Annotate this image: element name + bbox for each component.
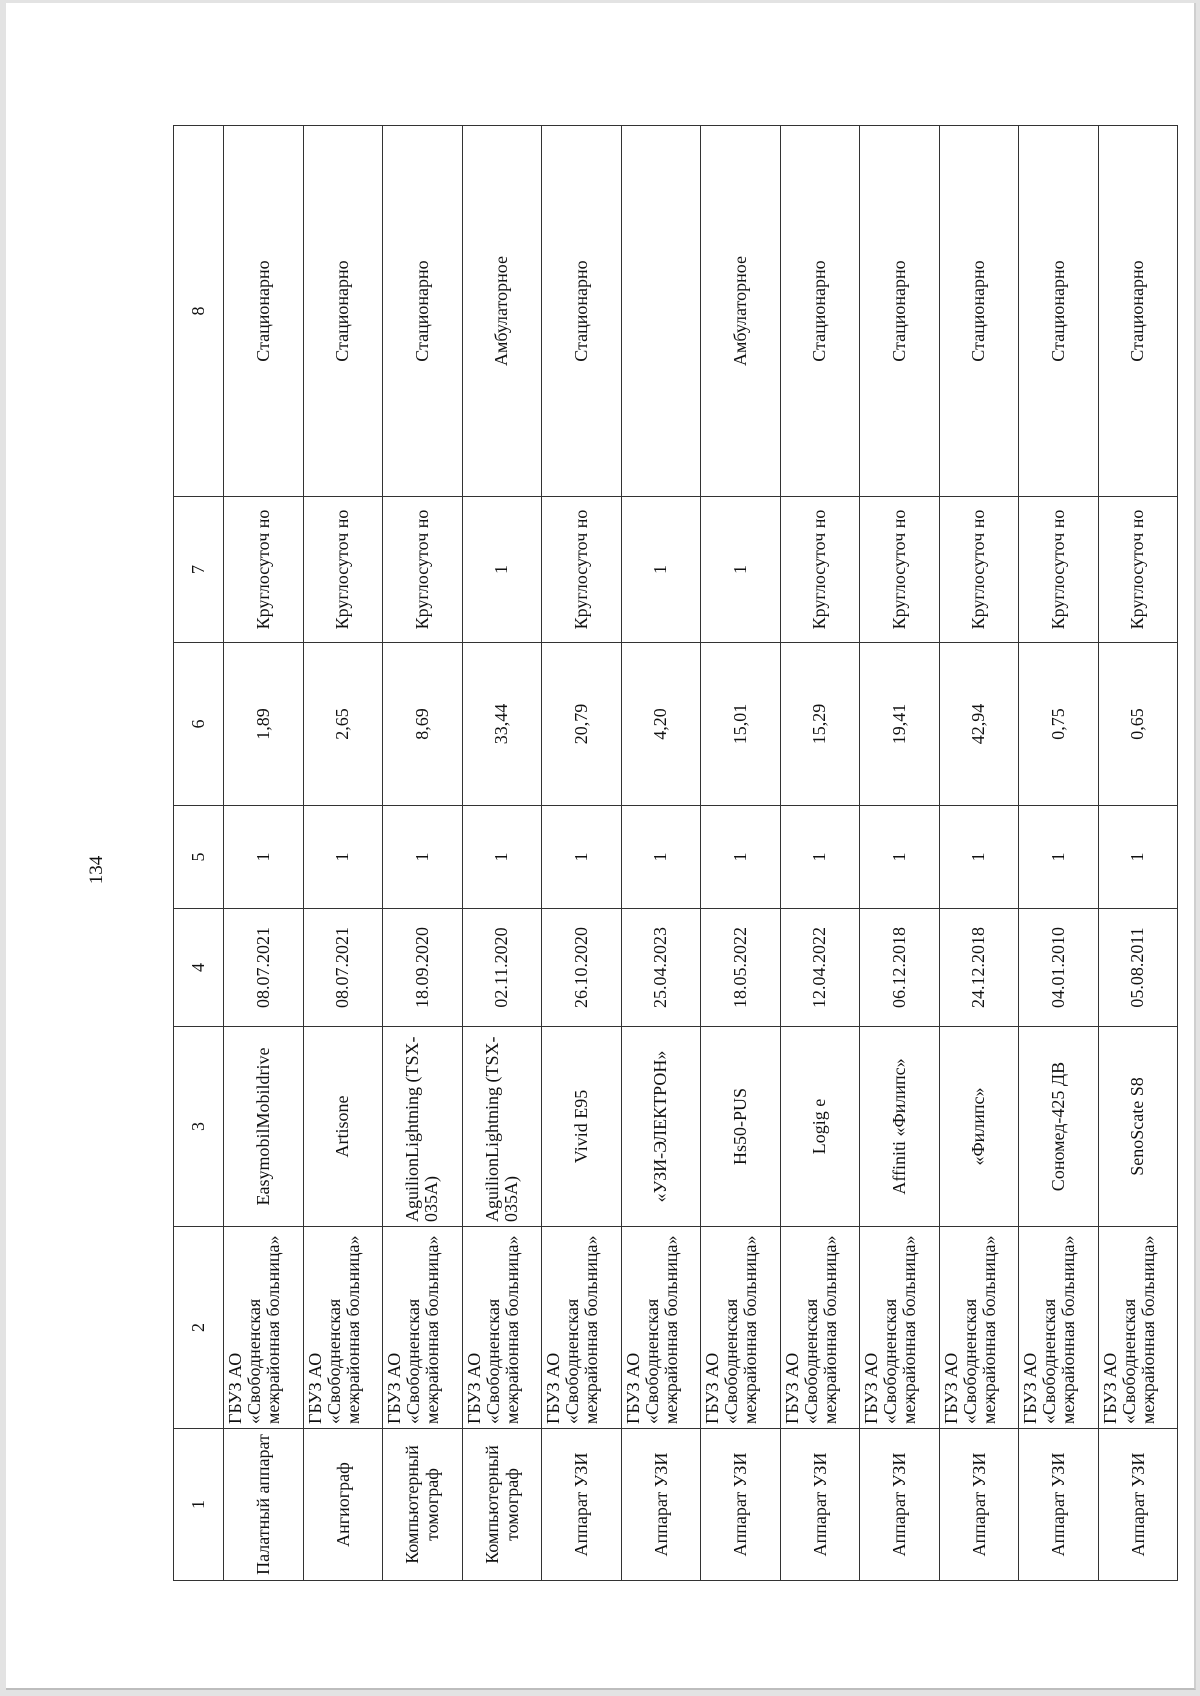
value-cell: 0,65 — [1098, 643, 1178, 806]
value-cell: 19,41 — [860, 643, 940, 806]
header-cell: 4 — [174, 909, 224, 1027]
table-row — [462, 126, 542, 1581]
table-row — [1098, 126, 1178, 1581]
value-cell: 33,44 — [462, 643, 542, 806]
institution-cell: ГБУЗ АО «Свободненская межрайонная больница» — [939, 1227, 1019, 1429]
count-cell: 1 — [621, 806, 701, 909]
header-cell: 8 — [174, 126, 224, 497]
header-row — [174, 126, 224, 1581]
type-cell: Стационарно — [1019, 126, 1099, 497]
mode-cell: Круглосуточ но — [780, 497, 860, 643]
type-cell: Стационарно — [860, 126, 940, 497]
table-body — [224, 126, 1178, 1581]
mode-cell: Круглосуточ но — [860, 497, 940, 643]
date-cell: 02.11.2020 — [462, 909, 542, 1027]
date-cell: 12.04.2022 — [780, 909, 860, 1027]
type-cell: Стационарно — [303, 126, 383, 497]
table-row — [701, 126, 781, 1581]
equipment-table — [173, 125, 1178, 1581]
equipment-cell: Аппарат УЗИ — [701, 1429, 781, 1581]
type-cell: Амбулаторное — [462, 126, 542, 497]
header-cell: 2 — [174, 1227, 224, 1429]
header-cell: 3 — [174, 1027, 224, 1227]
equipment-cell: Палатный аппарат — [224, 1429, 304, 1581]
equipment-cell: Аппарат УЗИ — [621, 1429, 701, 1581]
institution-cell: ГБУЗ АО «Свободненская межрайонная больница» — [860, 1227, 940, 1429]
value-cell: 42,94 — [939, 643, 1019, 806]
date-cell: 06.12.2018 — [860, 909, 940, 1027]
count-cell: 1 — [1019, 806, 1099, 909]
institution-cell: ГБУЗ АО «Свободненская межрайонная больница» — [701, 1227, 781, 1429]
count-cell: 1 — [939, 806, 1019, 909]
table-row — [383, 126, 463, 1581]
type-cell: Стационарно — [1098, 126, 1178, 497]
equipment-cell: Аппарат УЗИ — [1098, 1429, 1178, 1581]
equipment-cell: Аппарат УЗИ — [1019, 1429, 1099, 1581]
table-header — [174, 126, 224, 1581]
table-row — [621, 126, 701, 1581]
equipment-cell: Компьютерный томограф — [462, 1429, 542, 1581]
type-cell: Амбулаторное — [701, 126, 781, 497]
mode-cell: Круглосуточ но — [939, 497, 1019, 643]
count-cell: 1 — [383, 806, 463, 909]
value-cell: 8,69 — [383, 643, 463, 806]
header-cell: 6 — [174, 643, 224, 806]
institution-cell: ГБУЗ АО «Свободненская межрайонная больница» — [383, 1227, 463, 1429]
model-cell: Artisone — [303, 1027, 383, 1227]
value-cell: 15,29 — [780, 643, 860, 806]
mode-cell: Круглосуточ но — [383, 497, 463, 643]
count-cell: 1 — [462, 806, 542, 909]
value-cell: 1,89 — [224, 643, 304, 806]
type-cell: Стационарно — [542, 126, 622, 497]
equipment-cell: Аппарат УЗИ — [860, 1429, 940, 1581]
page-number: 134 — [86, 855, 107, 885]
table-row — [860, 126, 940, 1581]
institution-cell: ГБУЗ АО «Свободненская межрайонная больница» — [1019, 1227, 1099, 1429]
equipment-cell: Аппарат УЗИ — [939, 1429, 1019, 1581]
value-cell: 0,75 — [1019, 643, 1099, 806]
date-cell: 04.01.2010 — [1019, 909, 1099, 1027]
equipment-cell: Ангиограф — [303, 1429, 383, 1581]
date-cell: 24.12.2018 — [939, 909, 1019, 1027]
header-cell: 5 — [174, 806, 224, 909]
value-cell: 4,20 — [621, 643, 701, 806]
type-cell: Стационарно — [780, 126, 860, 497]
count-cell: 1 — [542, 806, 622, 909]
type-cell: Стационарно — [939, 126, 1019, 497]
date-cell: 08.07.2021 — [224, 909, 304, 1027]
institution-cell: ГБУЗ АО «Свободненская межрайонная больница» — [542, 1227, 622, 1429]
count-cell: 1 — [701, 806, 781, 909]
table-row — [542, 126, 622, 1581]
rotated-table-wrapper — [173, 126, 1178, 1581]
institution-cell: ГБУЗ АО «Свободненская межрайонная больница» — [224, 1227, 304, 1429]
count-cell: 1 — [303, 806, 383, 909]
model-cell: «Филипс» — [939, 1027, 1019, 1227]
type-cell — [621, 126, 701, 497]
date-cell: 25.04.2023 — [621, 909, 701, 1027]
mode-cell: Круглосуточ но — [303, 497, 383, 643]
value-cell: 15,01 — [701, 643, 781, 806]
model-cell: Hs50-PUS — [701, 1027, 781, 1227]
date-cell: 18.05.2022 — [701, 909, 781, 1027]
institution-cell: ГБУЗ АО «Свободненская межрайонная больница» — [1098, 1227, 1178, 1429]
mode-cell: 1 — [462, 497, 542, 643]
mode-cell: Круглосуточ но — [224, 497, 304, 643]
header-cell: 1 — [174, 1429, 224, 1581]
table-row — [939, 126, 1019, 1581]
type-cell: Стационарно — [383, 126, 463, 497]
date-cell: 18.09.2020 — [383, 909, 463, 1027]
model-cell: AguilionLightning (TSX-035A) — [383, 1027, 463, 1227]
count-cell: 1 — [780, 806, 860, 909]
mode-cell: Круглосуточ но — [1098, 497, 1178, 643]
model-cell: «УЗИ-ЭЛЕКТРОН» — [621, 1027, 701, 1227]
equipment-cell: Компьютерный томограф — [383, 1429, 463, 1581]
date-cell: 26.10.2020 — [542, 909, 622, 1027]
institution-cell: ГБУЗ АО «Свободненская межрайонная больница» — [780, 1227, 860, 1429]
model-cell: EasymobilMobildrive — [224, 1027, 304, 1227]
equipment-cell: Аппарат УЗИ — [780, 1429, 860, 1581]
equipment-cell: Аппарат УЗИ — [542, 1429, 622, 1581]
date-cell: 08.07.2021 — [303, 909, 383, 1027]
mode-cell: 1 — [701, 497, 781, 643]
institution-cell: ГБУЗ АО «Свободненская межрайонная больница» — [462, 1227, 542, 1429]
type-cell: Стационарно — [224, 126, 304, 497]
table-row — [1019, 126, 1099, 1581]
mode-cell: Круглосуточ но — [1019, 497, 1099, 643]
date-cell: 05.08.2011 — [1098, 909, 1178, 1027]
model-cell: Vivid E95 — [542, 1027, 622, 1227]
model-cell: Сономед-425 ДВ — [1019, 1027, 1099, 1227]
count-cell: 1 — [224, 806, 304, 909]
count-cell: 1 — [860, 806, 940, 909]
institution-cell: ГБУЗ АО «Свободненская межрайонная больница» — [621, 1227, 701, 1429]
table-row — [780, 126, 860, 1581]
mode-cell: 1 — [621, 497, 701, 643]
value-cell: 20,79 — [542, 643, 622, 806]
table-row — [224, 126, 304, 1581]
table-row — [303, 126, 383, 1581]
mode-cell: Круглосуточ но — [542, 497, 622, 643]
model-cell: AguilionLightning (TSX-035A) — [462, 1027, 542, 1227]
count-cell: 1 — [1098, 806, 1178, 909]
model-cell: Affiniti «Филипс» — [860, 1027, 940, 1227]
model-cell: Logig e — [780, 1027, 860, 1227]
header-cell: 7 — [174, 497, 224, 643]
institution-cell: ГБУЗ АО «Свободненская межрайонная больница» — [303, 1227, 383, 1429]
model-cell: SenoScate S8 — [1098, 1027, 1178, 1227]
value-cell: 2,65 — [303, 643, 383, 806]
